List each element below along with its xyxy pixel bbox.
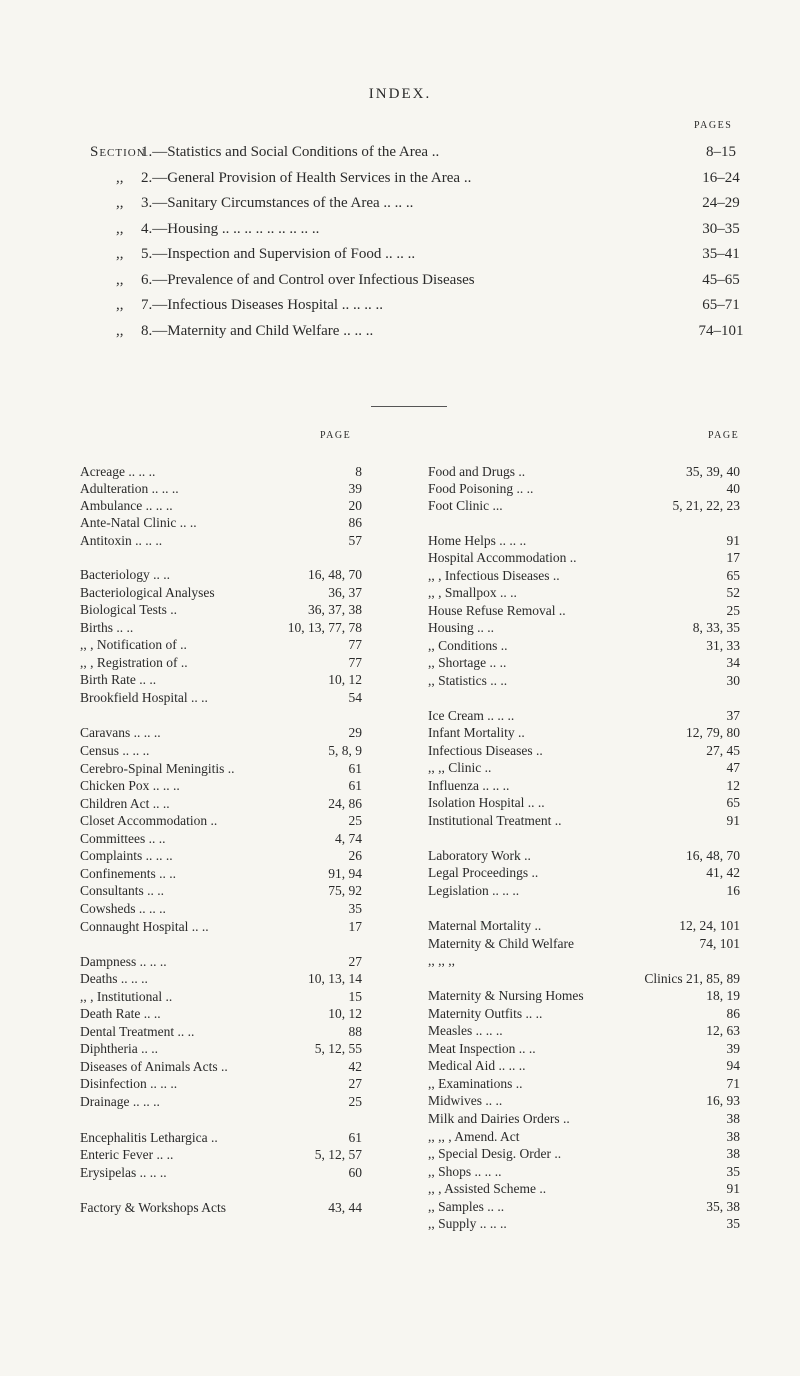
entry-term: Diseases of Animals Acts ..	[80, 1059, 228, 1074]
entry-term: Factory & Workshops Acts	[80, 1200, 227, 1215]
entry-term: Infectious Diseases ..	[428, 743, 543, 758]
entry-pages: 8, 33, 35	[692, 620, 740, 635]
section-title: 5.—Inspection and Supervision of Food .. .. ..	[141, 246, 416, 262]
entry-term: ,, Shortage .. ..	[428, 655, 507, 670]
entry-pages: Clinics 21, 85, 89	[644, 971, 740, 986]
entry-pages: 40	[726, 481, 740, 496]
section-label: ,,	[116, 169, 124, 186]
entry-term: Legislation .. .. ..	[428, 883, 520, 898]
entry-pages: 47	[726, 760, 740, 775]
section-row	[0, 297, 800, 317]
entry-term: Home Helps .. .. ..	[428, 533, 527, 548]
entry-term: Isolation Hospital .. ..	[428, 795, 545, 810]
entry-pages: 27, 45	[706, 743, 740, 758]
section-pages: 35–41	[702, 246, 740, 262]
entry-pages: 86	[348, 515, 362, 530]
entry-term: Connaught Hospital .. ..	[80, 919, 209, 934]
entry-pages: 18, 19	[706, 988, 740, 1003]
entry-term: Births .. ..	[80, 620, 134, 635]
entry-term: Legal Proceedings ..	[428, 865, 539, 880]
entry-term: ,, Examinations ..	[428, 1076, 523, 1091]
entry-term: ,, , Infectious Diseases ..	[428, 568, 560, 583]
section-row	[0, 246, 800, 266]
entry-term: Ice Cream .. .. ..	[428, 708, 515, 723]
section-title: 3.—Sanitary Circumstances of the Area .. .. ..	[141, 195, 414, 211]
entry-pages: 16, 48, 70	[686, 848, 740, 863]
entry-term: Milk and Dairies Orders ..	[428, 1111, 570, 1126]
entry-term: ,, Samples .. ..	[428, 1199, 505, 1214]
entry-term: ,, , Smallpox .. ..	[428, 585, 517, 600]
entry-term: Disinfection .. .. ..	[80, 1076, 178, 1091]
entry-term: Biological Tests ..	[80, 602, 178, 617]
entry-term: Maternal Mortality ..	[428, 918, 542, 933]
entry-pages: 75, 92	[328, 883, 362, 898]
entry-term: Antitoxin .. .. ..	[80, 533, 163, 548]
entry-term: Meat Inspection .. ..	[428, 1041, 536, 1056]
entry-pages: 35, 38	[706, 1199, 740, 1214]
entry-pages: 42	[348, 1059, 362, 1074]
entry-pages: 15	[348, 989, 362, 1004]
entry-pages: 71	[726, 1076, 740, 1091]
entry-term: Maternity & Child Welfare	[428, 936, 575, 951]
entry-pages: 17	[726, 550, 740, 565]
entry-pages: 65	[726, 795, 740, 810]
entry-pages: 91	[726, 813, 740, 828]
section-pages: 74–101	[698, 322, 744, 339]
entry-term: ,, Shops .. .. ..	[428, 1164, 502, 1179]
entry-term: Ambulance .. .. ..	[80, 498, 173, 513]
entry-term: Chicken Pox .. .. ..	[80, 778, 180, 793]
entry-term: Acreage .. .. ..	[80, 464, 156, 479]
entry-term: Cerebro-Spinal Meningitis ..	[80, 761, 235, 776]
section-row	[0, 144, 800, 164]
entry-pages: 65	[726, 568, 740, 583]
entry-pages: 91	[726, 1181, 740, 1196]
entry-pages: 61	[348, 778, 362, 793]
section-title: 8.—Maternity and Child Welfare .. .. ..	[141, 322, 374, 339]
entry-term: ,, Special Desig. Order ..	[428, 1146, 562, 1161]
entry-term: Complaints .. .. ..	[80, 848, 173, 863]
entry-pages: 37	[726, 708, 740, 723]
section-pages: 8–15	[706, 144, 736, 160]
entry-pages: 25	[726, 603, 740, 618]
entry-term: Closet Accommodation ..	[80, 813, 218, 828]
entry-pages: 61	[348, 1130, 362, 1145]
section-row	[0, 323, 800, 343]
entry-pages: 10, 13, 77, 78	[287, 620, 362, 635]
entry-pages: 77	[348, 637, 362, 652]
entry-term: Midwives .. ..	[428, 1093, 503, 1108]
entry-term: Census .. .. ..	[80, 743, 150, 758]
entry-pages: 12, 24, 101	[679, 918, 740, 933]
section-label: ,,	[116, 271, 124, 288]
entry-pages: 60	[348, 1165, 362, 1180]
entry-pages: 35	[726, 1164, 740, 1179]
entry-term: Drainage .. .. ..	[80, 1094, 160, 1109]
entry-pages: 27	[348, 1076, 362, 1091]
entry-pages: 52	[726, 585, 740, 600]
entry-pages: 54	[348, 690, 362, 705]
entry-pages: 61	[348, 761, 362, 776]
entry-pages: 25	[348, 1094, 362, 1109]
section-row	[0, 272, 800, 292]
entry-term: ,, Conditions ..	[428, 638, 508, 653]
entry-term: Institutional Treatment ..	[428, 813, 562, 828]
section-pages: 45–65	[702, 271, 740, 288]
entry-term: Consultants .. ..	[80, 883, 165, 898]
entry-pages: 5, 12, 55	[314, 1041, 362, 1056]
entry-term: Cowsheds .. .. ..	[80, 901, 166, 916]
pages-heading: PAGES	[694, 120, 733, 131]
entry-term: ,, Supply .. .. ..	[428, 1216, 507, 1231]
entry-term: Housing .. ..	[428, 620, 495, 635]
entry-pages: 10, 12	[328, 672, 362, 687]
entry-term: Maternity & Nursing Homes	[428, 988, 584, 1003]
entry-term: ,, ,, Clinic ..	[428, 760, 492, 775]
section-title: 4.—Housing .. .. .. .. .. .. .. .. ..	[141, 220, 320, 237]
entry-pages: 24, 86	[328, 796, 362, 811]
entry-term: Laboratory Work ..	[428, 848, 531, 863]
entry-term: Deaths .. .. ..	[80, 971, 148, 986]
entry-term: ,, , Assisted Scheme ..	[428, 1181, 547, 1196]
entry-pages: 26	[348, 848, 362, 863]
entry-pages: 8	[355, 464, 362, 479]
entry-pages: 34	[726, 655, 740, 670]
entry-term: ,, ,, , Amend. Act	[428, 1129, 520, 1144]
entry-pages: 74, 101	[699, 936, 740, 951]
section-row	[0, 195, 800, 215]
section-label: ,,	[116, 322, 124, 339]
entry-term: House Refuse Removal ..	[428, 603, 566, 618]
entry-pages: 38	[726, 1129, 740, 1144]
entry-term: Measles .. .. ..	[428, 1023, 503, 1038]
section-label: ,,	[116, 220, 124, 237]
entry-pages: 41, 42	[706, 865, 740, 880]
entry-term: Ante-Natal Clinic .. ..	[80, 515, 197, 530]
entry-term: Maternity Outfits .. ..	[428, 1006, 543, 1021]
entry-pages: 10, 13, 14	[308, 971, 362, 986]
left-page-heading: PAGE	[320, 430, 352, 441]
entry-pages: 25	[348, 813, 362, 828]
section-title: 7.—Infectious Diseases Hospital .. .. .. ..	[141, 297, 384, 313]
entry-pages: 16, 48, 70	[308, 567, 362, 582]
entry-pages: 16, 93	[706, 1093, 740, 1108]
entry-term: Dampness .. .. ..	[80, 954, 167, 969]
entry-term: Brookfield Hospital .. ..	[80, 690, 208, 705]
entry-pages: 5, 12, 57	[314, 1147, 362, 1162]
entry-term: Caravans .. .. ..	[80, 725, 161, 740]
entry-term: Committees .. ..	[80, 831, 166, 846]
entry-pages: 91	[726, 533, 740, 548]
entry-term: Food Poisoning .. ..	[428, 481, 534, 496]
entry-term: Enteric Fever .. ..	[80, 1147, 174, 1162]
entry-pages: 29	[348, 725, 362, 740]
entry-pages: 77	[348, 655, 362, 670]
entry-term: Adulteration .. .. ..	[80, 481, 179, 496]
entry-pages: 38	[726, 1146, 740, 1161]
section-pages: 30–35	[702, 220, 740, 237]
entry-pages: 91, 94	[328, 866, 362, 881]
entry-pages: 57	[348, 533, 362, 548]
entry-pages: 16	[726, 883, 740, 898]
section-label: ,,	[116, 297, 124, 313]
entry-pages: 31, 33	[706, 638, 740, 653]
entry-pages: 86	[726, 1006, 740, 1021]
section-pages: 65–71	[702, 297, 740, 313]
section-label: Section	[90, 144, 146, 160]
section-title: 6.—Prevalence of and Control over Infectious Diseases	[141, 271, 475, 288]
section-label: ,,	[116, 246, 124, 262]
entry-pages: 5, 8, 9	[328, 743, 362, 758]
entry-term: ,, ,, ,,	[428, 953, 455, 968]
section-row	[0, 221, 800, 241]
index-title: INDEX.	[368, 86, 432, 102]
entry-pages: 39	[726, 1041, 740, 1056]
entry-pages: 20	[348, 498, 362, 513]
entry-term: Confinements .. ..	[80, 866, 176, 881]
entry-pages: 88	[348, 1024, 362, 1039]
entry-pages: 12	[726, 778, 740, 793]
section-pages: 24–29	[702, 195, 740, 211]
entry-term: Birth Rate .. ..	[80, 672, 157, 687]
right-page-heading: PAGE	[708, 430, 740, 441]
entry-term: Infant Mortality ..	[428, 725, 525, 740]
entry-pages: 36, 37, 38	[308, 602, 362, 617]
entry-term: Bacteriology .. ..	[80, 567, 170, 582]
entry-pages: 10, 12	[328, 1006, 362, 1021]
entry-term: Children Act .. ..	[80, 796, 170, 811]
entry-term: Bacteriological Analyses	[80, 585, 215, 600]
entry-pages: 36, 37	[328, 585, 362, 600]
entry-pages: 43, 44	[328, 1200, 362, 1215]
entry-pages: 4, 74	[335, 831, 362, 846]
entry-pages: 94	[726, 1058, 740, 1073]
entry-term: Food and Drugs ..	[428, 464, 526, 479]
entry-term: ,, , Notification of ..	[80, 637, 187, 652]
entry-term: ,, Statistics .. ..	[428, 673, 508, 688]
entry-pages: 12, 79, 80	[686, 725, 740, 740]
entry-term: ,, , Institutional ..	[80, 989, 173, 1004]
entry-pages: 35	[348, 901, 362, 916]
entry-term: Dental Treatment .. ..	[80, 1024, 195, 1039]
section-row	[0, 170, 800, 190]
entry-pages: 5, 21, 22, 23	[672, 498, 740, 513]
entry-pages: 30	[726, 673, 740, 688]
entry-term: Diphtheria .. ..	[80, 1041, 158, 1056]
entry-term: Erysipelas .. .. ..	[80, 1165, 167, 1180]
entry-pages: 12, 63	[706, 1023, 740, 1038]
entry-pages: 17	[348, 919, 362, 934]
entry-term: Influenza .. .. ..	[428, 778, 510, 793]
section-title: 2.—General Provision of Health Services in the Area ..	[141, 169, 472, 186]
divider-rule	[371, 406, 447, 407]
entry-term: Foot Clinic ...	[428, 498, 503, 513]
entry-pages: 35, 39, 40	[686, 464, 740, 479]
section-label: ,,	[116, 195, 124, 211]
entry-term: Medical Aid .. .. ..	[428, 1058, 526, 1073]
entry-term: Death Rate .. ..	[80, 1006, 161, 1021]
entry-term: ,, , Registration of ..	[80, 655, 188, 670]
section-pages: 16–24	[702, 169, 740, 186]
entry-pages: 38	[726, 1111, 740, 1126]
entry-term: Hospital Accommodation ..	[428, 550, 577, 565]
entry-pages: 27	[348, 954, 362, 969]
entry-pages: 35	[726, 1216, 740, 1231]
entry-term: Encephalitis Lethargica ..	[80, 1130, 218, 1145]
entry-pages: 39	[348, 481, 362, 496]
section-title: 1.—Statistics and Social Conditions of the Area ..	[141, 144, 440, 160]
